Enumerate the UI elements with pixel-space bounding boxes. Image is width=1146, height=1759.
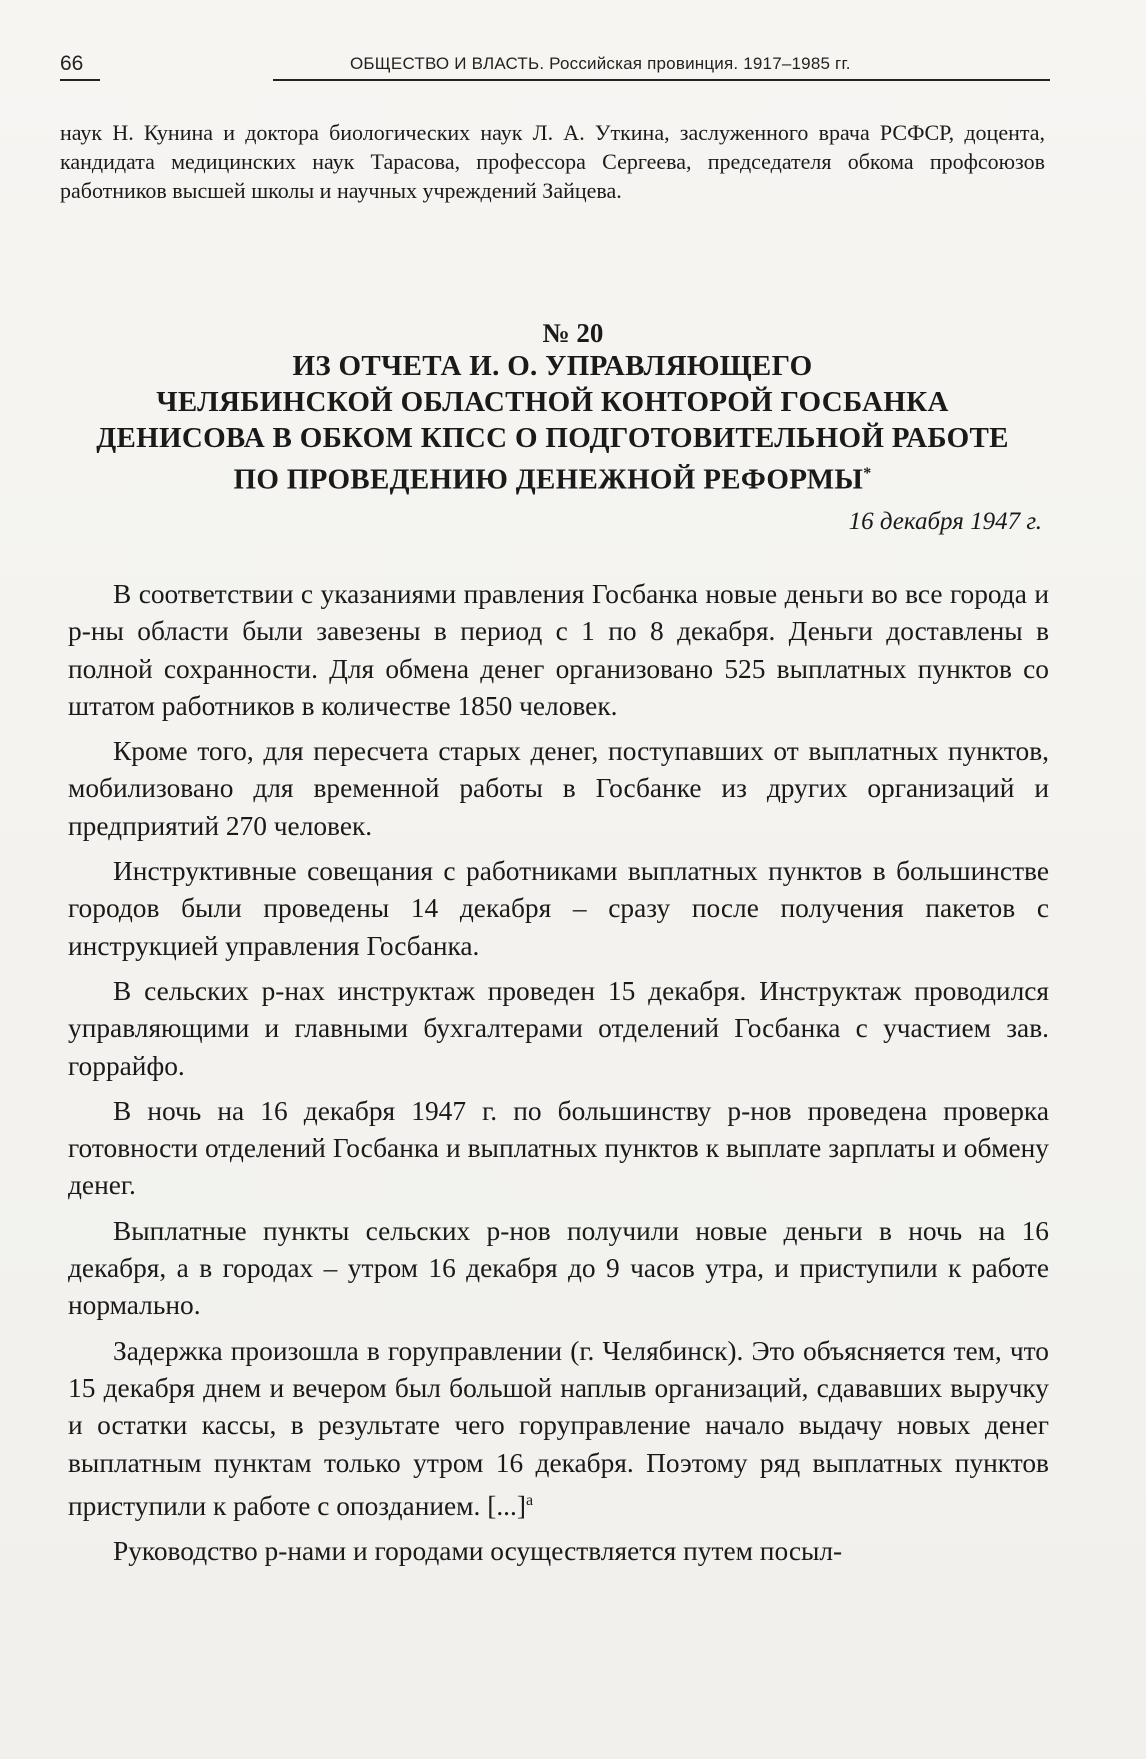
running-title-rule xyxy=(273,79,1050,81)
document-body xyxy=(68,576,1049,1579)
body-paragraph: Выплатные пункты сельских р-нов получили новые деньги в ночь на 16 декабря, а в городах – утром 16 декабря до 9 часов утра, и приступили к работе нормально. xyxy=(68,1215,1049,1321)
body-paragraph: Руководство р-нами и городами осуществляется путем посыл- xyxy=(113,1536,843,1567)
document-date: 16 декабря 1947 г. xyxy=(848,508,1042,535)
body-paragraph: Инструктивные совещания с работниками выплатных пунктов в большинстве городов были проведены 14 декабря – сразу после получения пакетов с инструкцией управления Госбанка. xyxy=(68,856,1049,961)
document-title-line: ЧЕЛЯБИНСКОЙ ОБЛАСТНОЙ КОНТОРОЙ ГОСБАНКА xyxy=(156,386,949,418)
page-number: 66 xyxy=(60,52,84,75)
document-title-line: ИЗ ОТЧЕТА И. О. УПРАВЛЯЮЩЕГО xyxy=(292,350,813,382)
document-title-line: ДЕНИСОВА В ОБКОМ КПСС О ПОДГОТОВИТЕЛЬНОЙ РАБОТЕ xyxy=(96,422,1009,454)
footnote-mark: а xyxy=(525,1491,534,1509)
page-number-underline xyxy=(60,79,100,81)
body-paragraph-text: Задержка произошла в горуправлении (г. Челябинск). Это объясняется тем, что 15 декабря днем и вечером был большой наплыв организаций, сдававших выручку и остатки кассы, в результате чего горуправление начало выдачу новых денег выплатным пунктам только утром 16 декабря. Поэтому ряд выплатных пунктов приступили к работе с опозданием. [...] xyxy=(68,1335,1049,1521)
body-paragraph: В ночь на 16 декабря 1947 г. по большинству р-нов проведена проверка готовности отделений Госбанка и выплатных пунктов к выплате зарплаты и обмену денег. xyxy=(68,1095,1049,1201)
intro-paragraph: наук Н. Кунина и доктора биологических наук Л. А. Уткина, заслуженного врача РСФСР, доцента, кандидата медицинских наук Тарасова, профессора Сергеева, председателя обкома профсоюзов работников высшей школы и научных учреждений Зайцева. xyxy=(60,120,1045,203)
body-paragraph: Кроме того, для пересчета старых денег, поступавших от выплатных пунктов, мобилизовано для временной работы в Госбанке из других организаций и предприятий 270 человек. xyxy=(68,736,1049,841)
body-paragraph: В соответствии с указаниями правления Госбанка новые деньги во все города и р-ны области были завезены в период с 1 по 8 декабря. Деньги доставлены в полной сохранности. Для обмена денег организовано 525 выплатных пунктов со штатом работников в количестве 1850 человек. xyxy=(68,579,1049,721)
document-title-line-text: ПО ПРОВЕДЕНИЮ ДЕНЕЖНОЙ РЕФОРМЫ xyxy=(233,463,864,496)
running-head xyxy=(60,52,1050,82)
body-paragraph: В сельских р-нах инструктаж проведен 15 декабря. Инструктаж проводился управляющими и главными бухгалтерами отделений Госбанка с участием зав. горрайфо. xyxy=(68,975,1049,1081)
body-paragraph-footnoted xyxy=(68,1333,1049,1526)
title-footnote-mark: * xyxy=(863,465,872,482)
document-number: № 20 xyxy=(542,318,604,348)
document-title-line-last xyxy=(60,456,1045,498)
document-title xyxy=(60,348,1045,498)
running-title: ОБЩЕСТВО И ВЛАСТЬ. Российская провинция. 1917–1985 гг. xyxy=(350,54,851,73)
